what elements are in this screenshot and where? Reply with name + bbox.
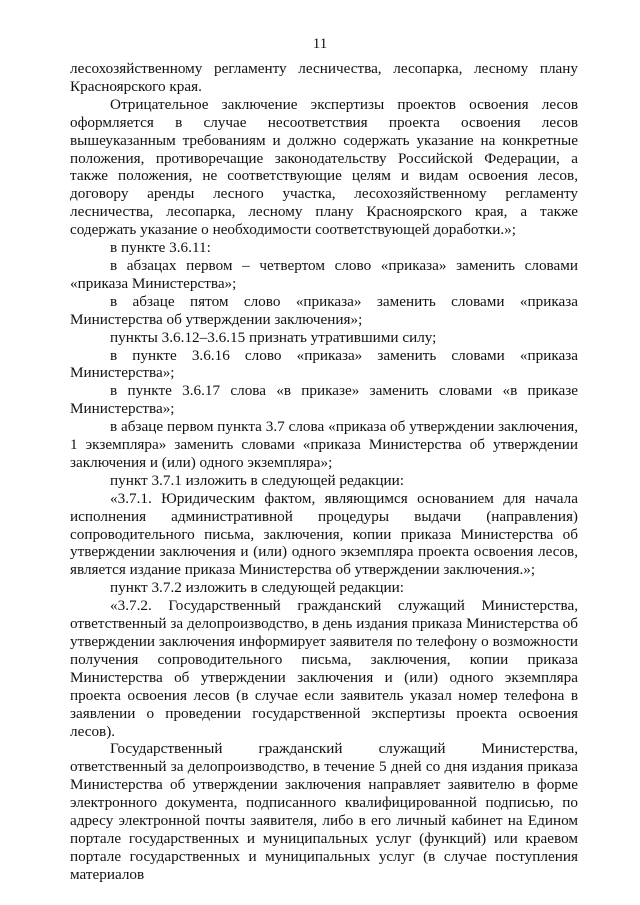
paragraph: в пункте 3.6.16 слово «приказа» заменить словами «приказа Министерства»;	[70, 346, 578, 382]
paragraph: пункт 3.7.2 изложить в следующей редакции:	[110, 579, 404, 597]
paragraph: «3.7.2. Государственный гражданский служащий Министерства, ответственный за делопроизводство, в день издания приказа Министерства об утверждении заключения информирует заявителя по телефону о возможности получения сопроводительного письма, заключения, копии приказа Министерства об утверждении заключения и (или) одного экземпляра проекта освоения лесов (в случае если заявитель указал номер телефона в заявлении о проведении государственной экспертизы проекта освоения лесов).	[70, 597, 578, 740]
paragraph: пункт 3.7.1 изложить в следующей редакции:	[110, 471, 404, 489]
paragraph: «3.7.1. Юридическим фактом, являющимся основанием для начала исполнения административной процедуры выдачи (направления) сопроводительного письма, заключения, копии приказа Министерства об утверждении заключения и (или) одного экземпляра проекта освоения лесов, является издание приказа Министерства об утверждении заключения.»;	[70, 489, 578, 579]
paragraph: в абзаце пятом слово «приказа» заменить словами «приказа Министерства об утверждении заключения»;	[70, 292, 578, 328]
document-body	[70, 60, 578, 884]
paragraph: в абзацах первом – четвертом слово «приказа» заменить словами «приказа Министерства»;	[70, 256, 578, 292]
paragraph: в абзаце первом пункта 3.7 слова «приказа об утверждении заключения, 1 экземпляра» заменить словами «приказа Министерства об утверждении заключения и (или) одного экземпляра»;	[70, 418, 578, 471]
paragraph: в пункте 3.6.11:	[110, 239, 211, 257]
paragraph: в пункте 3.6.17 слова «в приказе» заменить словами «в приказе Министерства»;	[70, 382, 578, 418]
paragraph: Государственный гражданский служащий Министерства, ответственный за делопроизводство, в течение 5 дней со дня издания приказа Министерства об утверждении заключения направляет заявителю в форме электронного документа, подписанного квалифицированной подписью, по адресу электронной почты заявителя, либо в его личный кабинет на Едином портале государственных и муниципальных услуг (функций) или краевом портале государственных и муниципальных услуг (в случае поступления материалов	[70, 740, 578, 883]
page-number: 11	[312, 36, 328, 52]
paragraph: Отрицательное заключение экспертизы проектов освоения лесов оформляется в случае несоответствия проекта освоения лесов вышеуказанным требованиям и должно содержать указание на конкретные положения, противоречащие законодательству Российской Федерации, а также положения, не соответствующие целям и видам освоения лесов, договору аренды лесного участка, лесохозяйственному регламенту лесничества, лесопарка, лесному плану Красноярского края, а также содержать указание о необходимости соответствующей доработки.»;	[70, 95, 578, 239]
paragraph: лесохозяйственному регламенту лесничества, лесопарка, лесному плану Красноярского края.	[70, 60, 578, 95]
paragraph: пункты 3.6.12–3.6.15 признать утратившими силу;	[110, 328, 437, 346]
